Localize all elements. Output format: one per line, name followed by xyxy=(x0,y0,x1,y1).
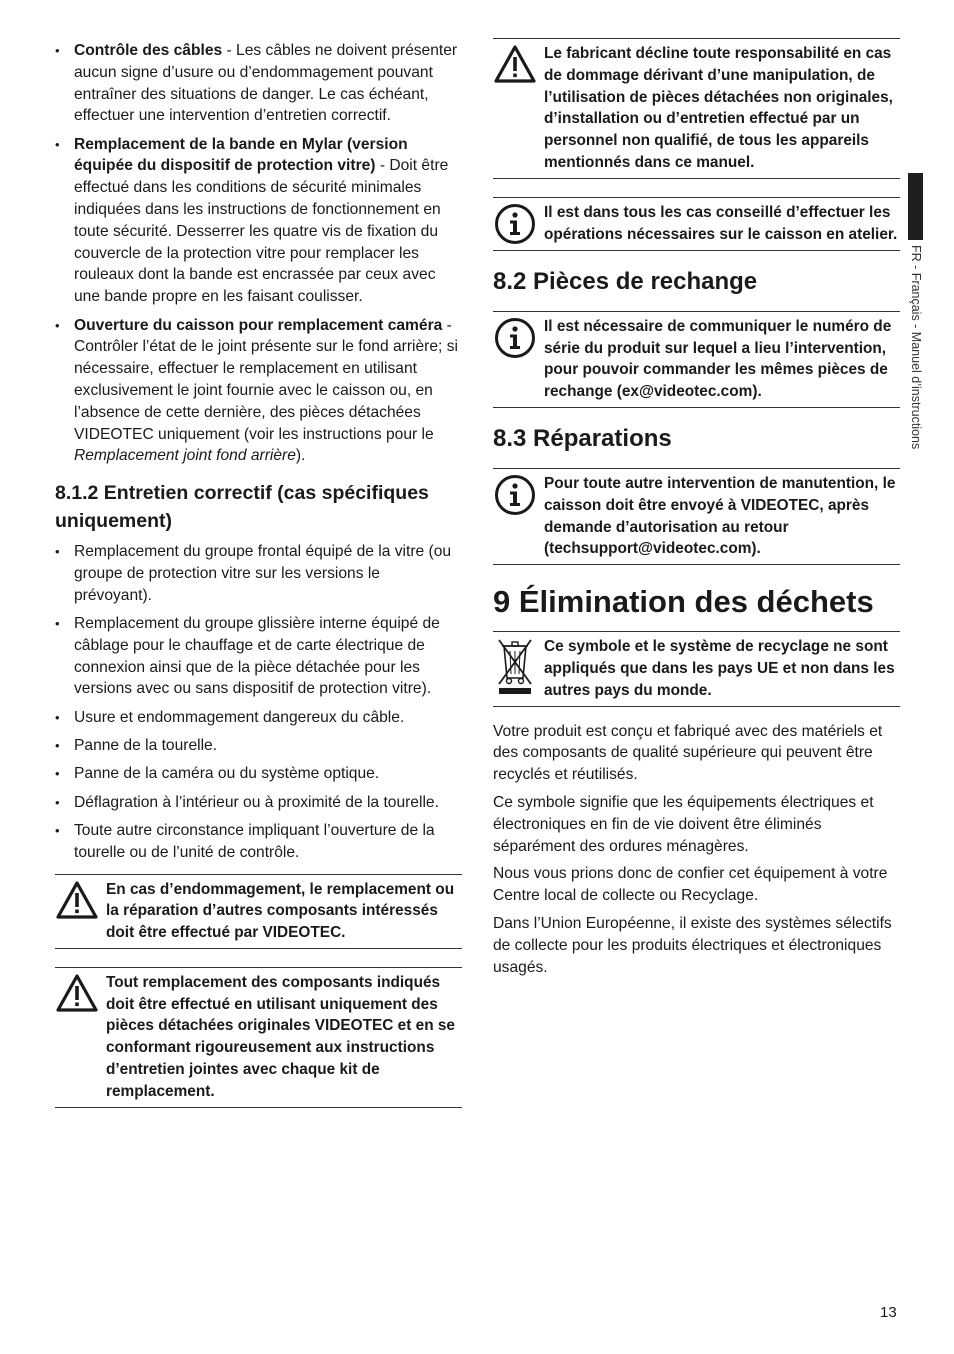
info-text: Il est nécessaire de communiquer le numéro de série du produit sur lequel a lieu l’intervention, pour pouvoir commander les mêmes pièces de rechange (ex@videotec.com). xyxy=(544,317,892,401)
info-icon xyxy=(493,202,537,246)
left-column xyxy=(55,40,462,1118)
chapter-heading-9: 9 Élimination des déchets xyxy=(493,584,874,620)
list-item: • Ouverture du caisson pour remplacement caméra - Contrôler l’état de le joint présente sur le fond arrière; si nécessaire, effectuer le remplacement en utilisant exclusivement le joint fournie avec le caisson ou, en l’absence de cette dernière, des pièces détachées VIDEOTEC uniquement (voir les instructions pour le Remplacement joint fond arrière). xyxy=(55,315,462,468)
info-notice xyxy=(493,311,900,408)
paragraph: Nous vous prions donc de confier cet équipement à votre Centre local de collecte ou Recyclage. xyxy=(493,865,888,905)
warning-notice xyxy=(55,874,462,949)
list-item: • Déflagration à l’intérieur ou à proximité de la tourelle. xyxy=(55,792,462,814)
warning-notice xyxy=(55,967,462,1108)
page-number: 13 xyxy=(880,1304,897,1321)
info-text: Pour toute autre intervention de manutention, le caisson doit être envoyé à VIDEOTEC, après demande d’autorisation au retour (techsupport@videotec.com). xyxy=(544,474,896,558)
section-tab-marker xyxy=(908,173,923,240)
info-icon xyxy=(493,473,537,517)
list-item: • Contrôle des câbles - Les câbles ne doivent présenter aucun signe d’usure ou d’endommagement pouvant entraîner des situations de danger. Le cas échéant, effectuer une intervention d’entretien correctif. xyxy=(55,40,462,127)
warning-notice xyxy=(493,38,900,179)
info-text: Il est dans tous les cas conseillé d’effectuer les opérations nécessaires sur le caisson en atelier. xyxy=(544,203,898,243)
weee-notice xyxy=(493,631,900,706)
warning-text: Le fabricant décline toute responsabilité en cas de dommage dérivant d’une manipulation, de l’utilisation de pièces détachées non originales, d’installation ou d’entretien effectué par un personnel non qualifié, de tous les appareils mentionnés dans ce manuel. xyxy=(544,45,893,171)
list-item: • Panne de la caméra ou du système optique. xyxy=(55,763,462,785)
side-language-label: FR - Français - Manuel d’instructions xyxy=(909,245,923,450)
warning-triangle-icon xyxy=(493,43,537,87)
weee-text: Ce symbole et le système de recyclage ne sont appliqués que dans les pays UE et non dans les autres pays du monde. xyxy=(544,638,895,699)
paragraph: Ce symbole signifie que les équipements électriques et électroniques en fin de vie doivent être éliminés séparément des ordures ménagères. xyxy=(493,793,874,855)
info-notice xyxy=(493,197,900,251)
right-column xyxy=(493,38,900,984)
list-item: • Remplacement de la bande en Mylar (version équipée du dispositif de protection vitre) - Doit être effectué dans les conditions de sécurité minimales indiquées dans les instructions de fonctionnement en toute sécurité. Desserrer les quatre vis de fixation du couvercle de la protection vitre pour remplacer les rouleaux dont la bande est encrassée par ceux avec une bande propre en les faisant coulisser. xyxy=(55,134,462,308)
info-notice xyxy=(493,468,900,565)
info-icon xyxy=(493,316,537,360)
maintenance-list xyxy=(55,40,462,467)
list-item: • Remplacement du groupe frontal équipé de la vitre (ou groupe de protection vitre sur les versions le prévoyant). xyxy=(55,541,462,606)
corrective-list xyxy=(55,541,462,863)
list-item: • Panne de la tourelle. xyxy=(55,735,462,757)
section-heading-8-3: 8.3 Réparations xyxy=(493,424,672,452)
list-item: • Remplacement du groupe glissière interne équipé de câblage pour le chauffage et de carte électrique de connexion ainsi que de la pièce détachée pour les versions avec ou sans dispositif de protection vitre). xyxy=(55,613,462,700)
warning-triangle-icon xyxy=(55,879,99,923)
paragraph: Votre produit est conçu et fabriqué avec des matériels et des composants de qualité supérieure qui peuvent être recyclés et réutilisés. xyxy=(493,722,883,784)
weee-bin-icon xyxy=(493,636,537,696)
list-item: • Toute autre circonstance impliquant l’ouverture de la tourelle ou de l’unité de contrôle. xyxy=(55,820,462,864)
list-item: • Usure et endommagement dangereux du câble. xyxy=(55,707,462,729)
warning-triangle-icon xyxy=(55,972,99,1016)
warning-text: Tout remplacement des composants indiqués doit être effectué en utilisant uniquement des pièces détachées originales VIDEOTEC et en se conformant rigoureusement aux instructions d’entretien jointes avec chaque kit de remplacement. xyxy=(106,973,455,1100)
section-heading-8-2: 8.2 Pièces de rechange xyxy=(493,267,758,295)
paragraph: Dans l’Union Européenne, il existe des systèmes sélectifs de collecte pour les produits électriques et électroniques usagés. xyxy=(493,914,892,976)
section-heading-8-1-2: 8.1.2 Entretien correctif (cas spécifiques uniquement) xyxy=(55,482,429,533)
warning-text: En cas d’endommagement, le remplacement ou la réparation d’autres composants intéressés doit être effectué par VIDEOTEC. xyxy=(106,880,455,942)
